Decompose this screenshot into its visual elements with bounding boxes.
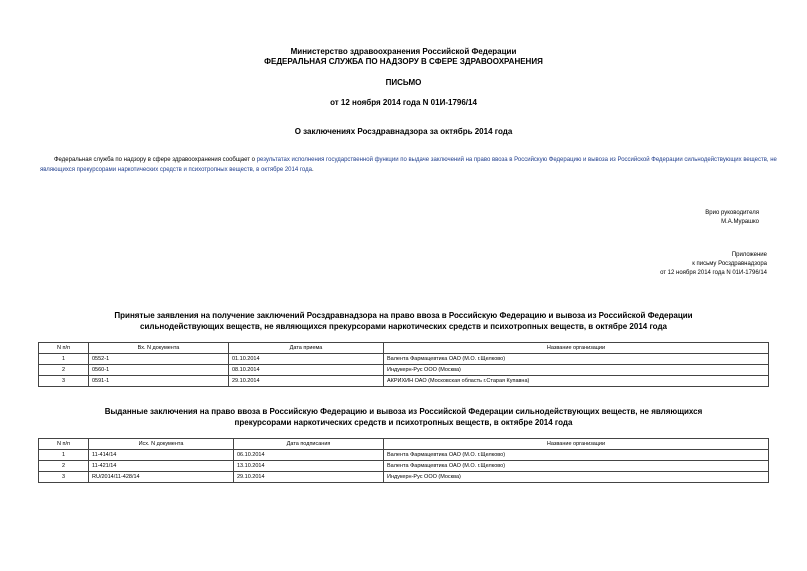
signature-name: М.А.Мурашко <box>721 219 759 225</box>
table2-title-line2: прекурсорами наркотических средств и психотропных веществ, в октябре 2014 года <box>234 418 573 427</box>
doc-number: от 12 ноября 2014 года N 01И-1796/14 <box>330 98 477 107</box>
table-row <box>39 461 769 472</box>
appendix-to: к письму Росздравнадзора <box>692 261 767 267</box>
table-row <box>39 365 769 376</box>
cell-num: 3 <box>39 376 89 387</box>
table2-title-line1: Выданные заключения на право ввоза в Российскую Федерацию и вывоза из Российской Федерации сильнодействующих веществ, не являющихся <box>104 407 703 416</box>
cell-doc: 0591-1 <box>89 376 229 387</box>
col-header-date: Дата подписания <box>234 439 384 450</box>
cell-org: Индукерн-Рус ООО (Москва) <box>384 472 769 483</box>
doc-type: ПИСЬМО <box>385 78 422 87</box>
table1-title-line2: сильнодействующих веществ, не являющихся прекурсорами наркотических средств и психотропных веществ, в октябре 2014 года <box>140 322 667 331</box>
cell-doc: 11-421/14 <box>89 461 234 472</box>
col-header-org: Название организации <box>384 343 769 354</box>
cell-date: 01.10.2014 <box>229 354 384 365</box>
body-end: . <box>311 167 314 173</box>
cell-date: 29.10.2014 <box>229 376 384 387</box>
signature-block <box>705 209 759 227</box>
table-header-row <box>39 439 769 450</box>
conclusions-table <box>38 438 769 483</box>
signature-position: Врио руководителя <box>705 210 759 216</box>
table-header-row <box>39 343 769 354</box>
table-row <box>39 376 769 387</box>
cell-date: 29.10.2014 <box>234 472 384 483</box>
cell-num: 2 <box>39 461 89 472</box>
appendix-block <box>660 251 767 278</box>
appendix-title: Приложение <box>731 252 767 258</box>
table-row <box>39 472 769 483</box>
col-header-date: Дата приема <box>229 343 384 354</box>
col-header-org: Название организации <box>384 439 769 450</box>
col-header-num: N п/п <box>39 343 89 354</box>
cell-org: Индукерн-Рус ООО (Москва) <box>384 365 769 376</box>
cell-doc: RU/2014/11-428/14 <box>89 472 234 483</box>
table1-title-line1: Принятые заявления на получение заключений Росздравнадзора на право ввоза в Российскую Федерацию и вывоза из Российской Федерации <box>114 311 693 320</box>
col-header-doc: Вх. N документа <box>89 343 229 354</box>
cell-num: 2 <box>39 365 89 376</box>
table-row <box>39 354 769 365</box>
col-header-doc: Исх. N документа <box>89 439 234 450</box>
doc-subject: О заключениях Росздравнадзора за октябрь 2014 года <box>294 127 513 136</box>
cell-num: 1 <box>39 354 89 365</box>
cell-date: 08.10.2014 <box>229 365 384 376</box>
service-name: ФЕДЕРАЛЬНАЯ СЛУЖБА ПО НАДЗОРУ В СФЕРЕ ЗДРАВООХРАНЕНИЯ <box>264 57 543 66</box>
body-intro: Федеральная служба по надзору в сфере здравоохранения сообщает о <box>54 157 257 163</box>
appendix-ref: от 12 ноября 2014 года N 01И-1796/14 <box>660 270 767 276</box>
cell-doc: 0552-1 <box>89 354 229 365</box>
cell-num: 3 <box>39 472 89 483</box>
col-header-num: N п/п <box>39 439 89 450</box>
applications-table <box>38 342 769 387</box>
cell-doc: 11-414/14 <box>89 450 234 461</box>
cell-org: АКРИХИН ОАО (Московская область г.Старая Купавна) <box>384 376 769 387</box>
cell-org: Валента Фармацевтика ОАО (М.О. г.Щелково) <box>384 450 769 461</box>
cell-date: 06.10.2014 <box>234 450 384 461</box>
ministry-name: Министерство здравоохранения Российской Федерации <box>290 47 517 56</box>
cell-org: Валента Фармацевтика ОАО (М.О. г.Щелково) <box>384 461 769 472</box>
cell-num: 1 <box>39 450 89 461</box>
body-paragraph <box>40 155 780 175</box>
cell-org: Валента Фармацевтика ОАО (М.О. г.Щелково) <box>384 354 769 365</box>
cell-doc: 0560-1 <box>89 365 229 376</box>
cell-date: 13.10.2014 <box>234 461 384 472</box>
results-link[interactable]: результатах исполнения государственной функции по выдаче заключений на право ввоза в Российскую Федерацию и вывоза из Российской Федерации сильнодействующих веществ, не являющихся прекурсорами наркотических средств и психотропных веществ, в октябре 2014 года <box>40 157 777 173</box>
table-row <box>39 450 769 461</box>
